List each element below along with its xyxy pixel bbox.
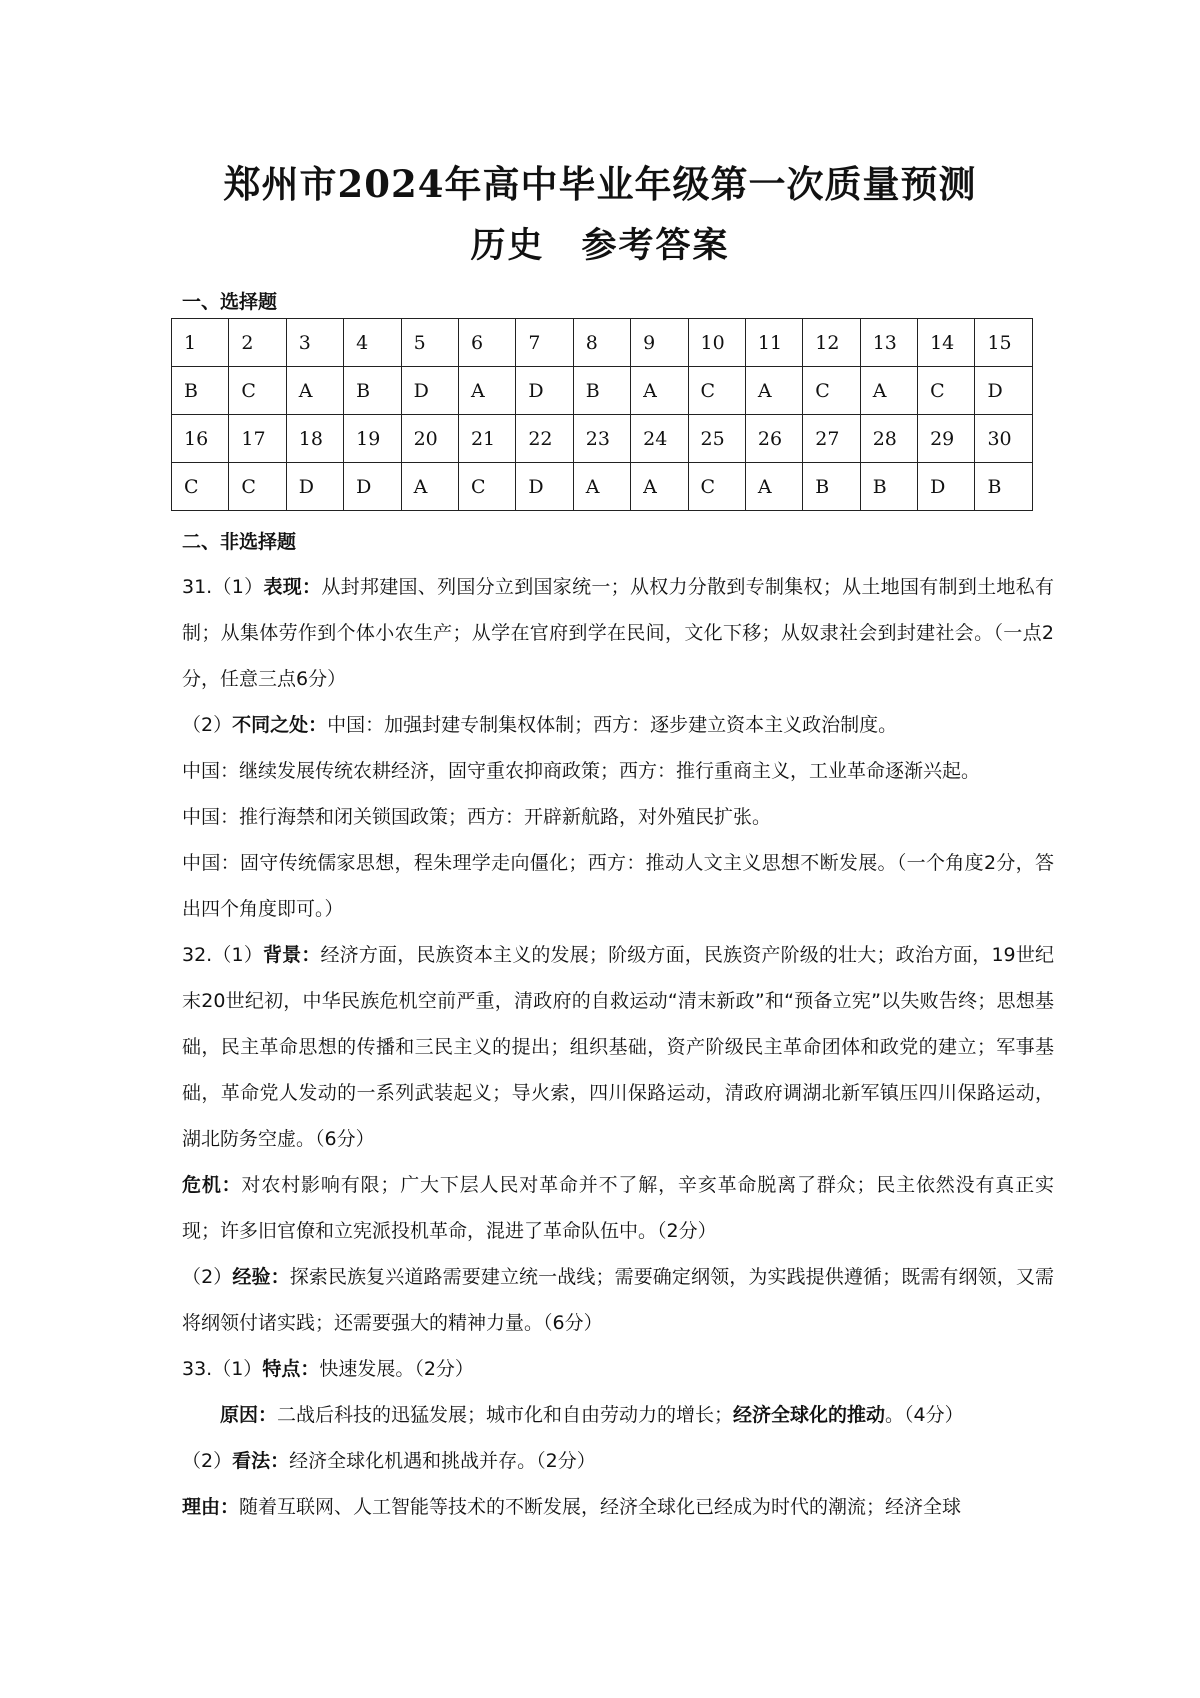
q31-text: 从封邦建国、列国分立到国家统一；从权力分散到专制集权；从土地国有制到土地私有制；从集体劳作到个体小农生产；从学在官府到学在民间，文化下移；从奴隶社会到封建社会。（一点2分，任意三点6分） (182, 576, 1054, 690)
question-number-cell: 12 (803, 319, 860, 367)
answer-body (182, 564, 1054, 1530)
q32-crisis-label: 危机： (182, 1174, 242, 1196)
question-number-cell: 26 (745, 415, 802, 463)
q31-line3: 中国：继续发展传统农耕经济，固守重农抑商政策；西方：推行重商主义，工业革命逐渐兴起。 (182, 760, 981, 782)
q32-part1 (182, 932, 1054, 1162)
q31-line4: 中国：推行海禁和闭关锁国政策；西方：开辟新航路，对外殖民扩张。 (182, 806, 772, 828)
question-number-cell: 29 (918, 415, 975, 463)
answer-row-numbers-2 (172, 415, 1033, 463)
section-heading-choice: 一、选择题 (182, 291, 278, 313)
q33-reasons-end: 。（4分） (885, 1404, 964, 1426)
question-number-cell: 25 (688, 415, 745, 463)
question-number-cell: 17 (229, 415, 286, 463)
q32-part2-prefix: （2） (182, 1266, 233, 1288)
q31-part2-text: 中国：加强封建专制集权体制；西方：逐步建立资本主义政治制度。 (327, 714, 898, 736)
answer-cell: A (860, 367, 917, 415)
q31-part2-prefix: （2） (182, 714, 233, 736)
q33-reasons (182, 1392, 1054, 1438)
question-number-cell: 28 (860, 415, 917, 463)
answer-row-answers-1 (172, 367, 1033, 415)
answer-cell: C (688, 463, 745, 511)
q32-crisis-text: 对农村影响有限；广大下层人民对革命并不了解，辛亥革命脱离了群众；民主依然没有真正实现；许多旧官僚和立宪派投机革命，混进了革命队伍中。（2分） (182, 1174, 1054, 1242)
answer-cell: A (573, 463, 630, 511)
q33-reasoning (182, 1484, 1054, 1530)
section-heading-nonchoice: 二、非选择题 (182, 531, 297, 553)
document-subtitle: 历史 参考答案 (470, 225, 730, 266)
answer-cell: D (286, 463, 343, 511)
q33-text: 快速发展。（2分） (319, 1358, 474, 1380)
q32-part2-text: 探索民族复兴道路需要建立统一战线；需要确定纲领，为实践提供遵循；既需有纲领，又需将纲领付诸实践；还需要强大的精神力量。（6分） (182, 1266, 1054, 1334)
q33-reasoning-label: 理由： (182, 1496, 240, 1518)
answer-row-answers-2 (172, 463, 1033, 511)
question-number-cell: 2 (229, 319, 286, 367)
question-number-cell: 22 (516, 415, 573, 463)
question-number-cell: 15 (975, 319, 1033, 367)
q32-label: 背景： (263, 944, 321, 966)
q31-part2-label: 不同之处： (232, 714, 328, 736)
answer-cell: D (401, 367, 458, 415)
question-number-cell: 8 (573, 319, 630, 367)
question-number-cell: 24 (631, 415, 688, 463)
question-number-cell: 1 (172, 319, 229, 367)
answer-cell: C (803, 367, 860, 415)
answer-cell: C (229, 463, 286, 511)
question-number-cell: 23 (573, 415, 630, 463)
q33-reasons-label: 原因： (220, 1404, 278, 1426)
q33-part2-text: 经济全球化机遇和挑战并存。（2分） (289, 1450, 596, 1472)
q32-text: 经济方面，民族资本主义的发展；阶级方面，民族资产阶级的壮大；政治方面，19世纪末20世纪初，中华民族危机空前严重，清政府的自救运动“清末新政”和“预备立宪”以失败告终；思想基础，民主革命思想的传播和三民主义的提出；组织基础，资产阶级民主革命团体和政党的建立；军事基础，革命党人发动的一系列武装起义；导火索，四川保路运动，清政府调湖北新军镇压四川保路运动，湖北防务空虚。（6分） (182, 944, 1054, 1150)
answer-row-numbers-1 (172, 319, 1033, 367)
answer-cell: D (975, 367, 1033, 415)
q31-part1 (182, 564, 1054, 702)
q31-label: 表现： (263, 576, 322, 598)
answer-cell: B (860, 463, 917, 511)
answer-cell: A (401, 463, 458, 511)
q32-prefix: 32.（1） (182, 944, 263, 966)
answer-cell: C (172, 463, 229, 511)
question-number-cell: 30 (975, 415, 1033, 463)
answer-cell: B (344, 367, 401, 415)
answer-cell: C (918, 367, 975, 415)
answer-cell: C (688, 367, 745, 415)
answer-cell: D (918, 463, 975, 511)
q32-part2 (182, 1254, 1054, 1346)
answer-cell: B (573, 367, 630, 415)
answer-cell: A (286, 367, 343, 415)
q31-prefix: 31.（1） (182, 576, 264, 598)
document-title: 郑州市2024年高中毕业年级第一次质量预测 (223, 162, 977, 206)
question-number-cell: 3 (286, 319, 343, 367)
question-number-cell: 16 (172, 415, 229, 463)
q33-part2-prefix: （2） (182, 1450, 233, 1472)
question-number-cell: 19 (344, 415, 401, 463)
answer-cell: A (745, 463, 802, 511)
answer-cell: B (975, 463, 1033, 511)
q33-label: 特点： (262, 1358, 320, 1380)
q31-part2 (182, 702, 1054, 748)
question-number-cell: 10 (688, 319, 745, 367)
q33-prefix: 33.（1） (182, 1358, 263, 1380)
question-number-cell: 7 (516, 319, 573, 367)
answer-cell: D (516, 463, 573, 511)
q31-line5: 中国：固守传统儒家思想，程朱理学走向僵化；西方：推动人文主义思想不断发展。（一个角度2分，答出四个角度即可。） (182, 852, 1054, 920)
q33-part1 (182, 1346, 1054, 1392)
question-number-cell: 5 (401, 319, 458, 367)
answer-cell: B (172, 367, 229, 415)
answer-cell: A (745, 367, 802, 415)
answer-cell: A (631, 367, 688, 415)
q33-reasons-text: 二战后科技的迅猛发展；城市化和自由劳动力的增长； (277, 1404, 734, 1426)
answer-cell: A (631, 463, 688, 511)
answer-cell: D (344, 463, 401, 511)
question-number-cell: 6 (458, 319, 515, 367)
answer-cell: B (803, 463, 860, 511)
question-number-cell: 18 (286, 415, 343, 463)
question-number-cell: 21 (458, 415, 515, 463)
question-number-cell: 4 (344, 319, 401, 367)
answer-table (171, 318, 1033, 511)
answer-cell: C (458, 463, 515, 511)
question-number-cell: 20 (401, 415, 458, 463)
question-number-cell: 14 (918, 319, 975, 367)
question-number-cell: 9 (631, 319, 688, 367)
answer-cell: A (458, 367, 515, 415)
q33-part2 (182, 1438, 1054, 1484)
q33-reasoning-text: 随着互联网、人工智能等技术的不断发展，经济全球化已经成为时代的潮流；经济全球 (239, 1496, 962, 1518)
q33-part2-label: 看法： (232, 1450, 290, 1472)
q33-reasons-bold: 经济全球化的推动 (733, 1404, 886, 1426)
answer-cell: D (516, 367, 573, 415)
question-number-cell: 27 (803, 415, 860, 463)
question-number-cell: 13 (860, 319, 917, 367)
q32-part2-label: 经验： (232, 1266, 290, 1288)
q32-crisis (182, 1162, 1054, 1254)
question-number-cell: 11 (745, 319, 802, 367)
answer-cell: C (229, 367, 286, 415)
